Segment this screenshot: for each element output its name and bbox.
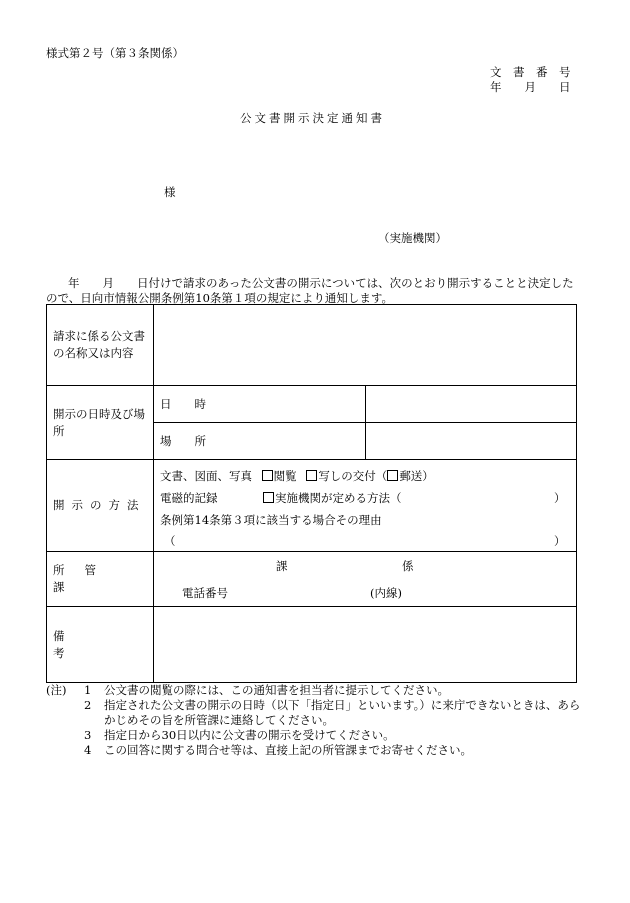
method-reason-label: 条例第14条第３項に該当する場合その理由	[160, 513, 382, 527]
notes-section	[46, 683, 586, 758]
datetime-label: 日 時	[154, 386, 366, 423]
dept-content	[154, 552, 577, 607]
request-title-value[interactable]	[154, 305, 577, 386]
method-electronic-label: 電磁的記録	[160, 491, 218, 505]
checkbox-view[interactable]: 閲覧	[262, 469, 297, 483]
close-paren: ）	[554, 491, 566, 505]
dept-kakari: 係	[402, 559, 414, 573]
request-title-label: 請求に係る公文書の名称又は内容	[47, 305, 154, 386]
date-label: 年 月 日	[490, 80, 571, 94]
checkbox-copy[interactable]: 写しの交付（	[306, 469, 387, 483]
place-label: 場 所	[154, 423, 366, 460]
intro-line-2: ので、日向市情報公開条例第10条第１項の規定により通知します。	[46, 291, 393, 305]
reason-open-paren: （	[164, 534, 176, 548]
method-label: 開示の方法	[47, 460, 154, 552]
note-item: (注) 1 公文書の閲覧の際には、この通知書を担当者に提示してください。	[46, 683, 449, 697]
note-item: 4 この回答に関する問合せ等は、直接上記の所管課までお寄せください。	[84, 743, 472, 757]
place-value[interactable]	[365, 423, 577, 460]
checkbox-mail[interactable]: 郵送）	[387, 469, 434, 483]
remarks-label: 備考	[47, 607, 154, 683]
intro-line-1: 年 月 日付けで請求のあった公文書の開示については、次のとおり開示することと決定した	[68, 276, 574, 290]
phone-label: 電話番号	[182, 586, 228, 600]
doc-number-label: 文 書 番 号	[490, 65, 571, 79]
method-docs-label: 文書、図面、写真	[160, 469, 252, 483]
addressee-suffix: 様	[164, 185, 176, 199]
reason-close-paren: ）	[554, 534, 566, 548]
datetime-value[interactable]	[365, 386, 577, 423]
notes-prefix: (注)	[46, 683, 67, 697]
datetime-place-label: 開示の日時及び場所	[47, 386, 154, 460]
note-item: 3 指定日から30日以内に公文書の開示を受けてください。	[84, 728, 395, 742]
agency-label: （実施機関）	[378, 231, 447, 245]
extension-label: (内線)	[370, 586, 402, 600]
document-title: 公文書開示決定通知書	[240, 111, 385, 125]
note-item: 2 指定された公文書の開示の日時（以下「指定日」といいます。）に来庁できないときは、あらかじめその旨を所管課に連絡してください。	[84, 698, 581, 727]
checkbox-agency-method[interactable]: 実施機関が定める方法（	[263, 490, 402, 507]
remarks-value[interactable]	[154, 607, 577, 683]
dept-ka: 課	[276, 559, 288, 573]
disclosure-form-table	[46, 304, 577, 683]
dept-label: 所管課	[47, 552, 154, 607]
method-content	[154, 460, 577, 552]
form-number: 様式第２号（第３条関係）	[46, 46, 184, 60]
